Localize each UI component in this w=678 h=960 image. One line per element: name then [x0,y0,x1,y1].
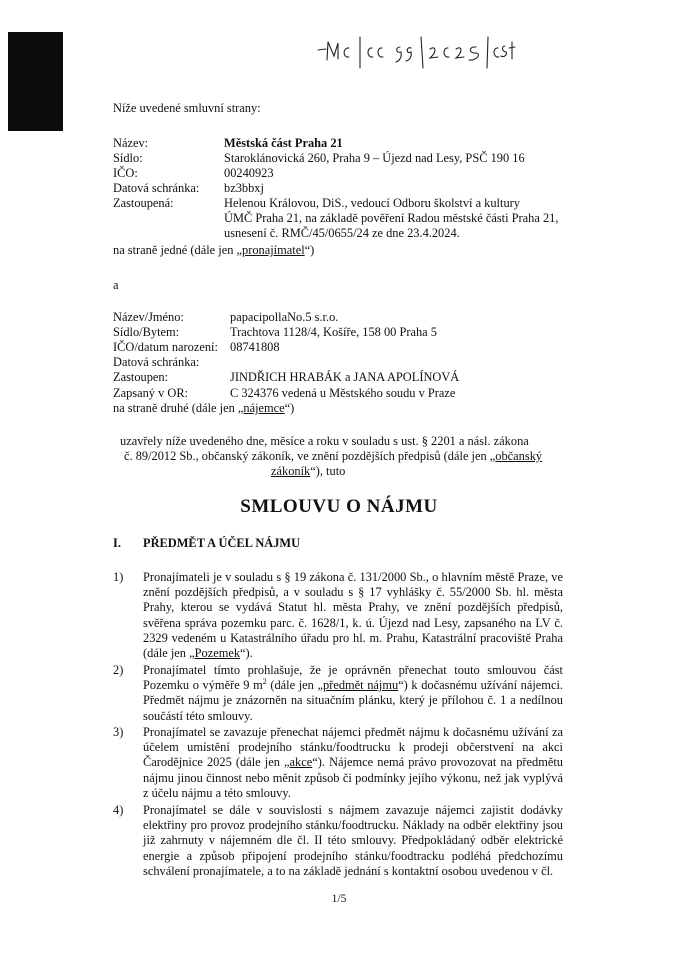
paragraph-number: 3) [113,725,124,739]
page-number: 1/5 [331,893,347,905]
party1-label-name: Název: [113,136,149,150]
contract-title: SMLOUVU O NÁJMU [240,496,438,517]
section-number: I. [113,536,121,550]
paragraph-1: Pronajímateli je v souladu s § 19 zákona č. 131/2000 Sb., o hlavním městě Praze, ve znění pozdějších předpisů, a v souladu s § 17 vyhlášky č. 55/2000 Sb. hl. města Prahy, kterou se vydává Statut hl. města Prahy, ve znění pozdějších předpisů, svěřena správa pozemku parc. č. 1628/1, k. ú. Újezd nad Lesy, zapsaného na LV č. 2329 vedeném u Katastrálního úřadu pro hl. m. Prahu, Katastrální pracoviště Praha (dále jen „Pozemek“). [143,570,563,661]
redaction-box [8,32,63,131]
intro-text: Níže uvedené smluvní strany: [113,101,261,115]
paragraph-3: Pronajímatel se zavazuje přenechat nájemci předmět nájmu k dočasnému užívání za účelem umístění prodejního stánku/foodtrucku k prodeji občerstvení na akci Čarodějnice 2025 (dále jen „akce“). Nájemce nemá právo provozovat na předmětu nájmu jinou činnost nebo měnit způsob či podmínky jejího výkonu, než jak vyplývá z účelu nájmu a této smlouvy. [143,725,564,800]
party1-label-databox: Datová schránka: [113,181,200,195]
and-text: a [113,278,119,292]
concluded-line1: uzavřely níže uvedeného dne, měsíce a roku v souladu s ust. § 2201 a násl. zákona [120,434,529,448]
party1-label-rep: Zastoupená: [113,196,174,210]
party1-value-name: Městská část Praha 21 [224,136,343,150]
party1-value-ico: 00240923 [224,166,274,180]
party2-role: nájemce [243,401,285,415]
party2-label-register: Zapsaný v OR: [113,386,189,400]
party2-value-name: papacipollaNo.5 s.r.o. [230,310,339,324]
handwritten-reference [316,34,516,70]
party2-value-rep: JINDŘICH HRABÁK a JANA APOLÍNOVÁ [230,370,460,384]
party1-rep-line2: ÚMČ Praha 21, na základě pověření Radou městské části Praha 21, [224,211,559,225]
party2-label-databox: Datová schránka: [113,355,200,369]
party2-value-seat: Trachtova 1128/4, Košíře, 158 00 Praha 5 [230,325,437,339]
party1-rep-line3: usnesení č. RMČ/45/0655/24 ze dne 23.4.2024. [224,226,460,240]
handwriting-scribble-icon [316,34,516,70]
party2-label-name: Název/Jméno: [113,310,184,324]
party1-label-ico: IČO: [113,166,138,180]
paragraph-2: Pronajímatel tímto prohlašuje, že je oprávněn přenechat touto smlouvou část Pozemku o výměře 9 $m^2$ (dále jen „předmět nájmu“) k dočasnému užívání nájemci. Předmět nájmu je znázorněn na situačním plánku, který je přílohou č. 1 a nedílnou součástí této smlouvy. [143,663,563,723]
concluded-line2: č. 89/2012 Sb., občanský zákoník, ve znění pozdějších předpisů (dále jen „občanský [124,449,543,463]
paragraph-4: Pronajímatel se dále v souvislosti s nájmem zavazuje nájemci zajistit dodávky elektřiny pro provoz prodejního stánku/foodtrucku. Náklady na odběr elektřiny jsou již zahrnuty v nájemném dle čl. II této smlouvy. Předpokládaný odběr elektrické energie a způsob připojení prodejního stánku/foodtracku podléhá předchozímu schválení pronajímatele, a to na základě jednání s kontaktní osobou uvedenou v čl. [143,803,563,878]
party2-value-register: C 324376 vedená u Městského soudu v Praze [230,386,456,400]
party1-value-rep: Helenou Královou, DiS., vedoucí Odboru školství a kultury [224,196,520,210]
party1-label-seat: Sídlo: [113,151,143,165]
party2-label-seat: Sídlo/Bytem: [113,325,180,339]
paragraph-number: 2) [113,663,124,677]
party1-value-databox: bz3bbxj [224,181,264,195]
concluded-line3: zákoník“), tuto [271,464,346,478]
party1-role: pronajímatel [242,243,305,257]
party2-role-line: na straně druhé (dále jen „nájemce“) [113,401,295,415]
party1-role-line: na straně jedné (dále jen „pronajímatel“) [113,243,315,257]
party2-label-rep: Zastoupen: [113,370,169,384]
paragraph-number: 4) [113,803,124,817]
party2-value-ico: 08741808 [230,340,280,354]
party2-label-ico: IČO/datum narození: [113,340,218,354]
paragraph-number: 1) [113,570,124,584]
section-title: PŘEDMĚT A ÚČEL NÁJMU [143,536,301,550]
party1-value-seat: Staroklánovická 260, Praha 9 – Újezd nad Lesy, PSČ 190 16 [224,151,525,165]
